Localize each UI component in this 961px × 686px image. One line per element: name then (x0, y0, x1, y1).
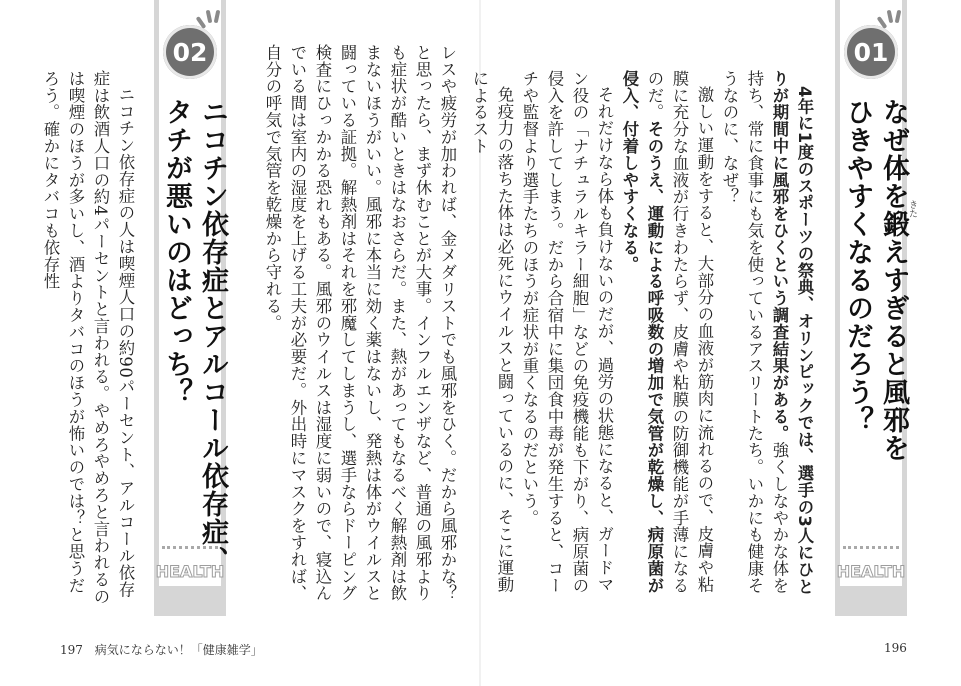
title-ruby: きた (907, 200, 917, 218)
title-line-1: なぜ体を鍛えすぎると風邪を (878, 98, 909, 462)
article-body (470, 70, 817, 610)
continued-paragraph: レスや疲労が加われば、金メダリストでも風邪をひく。だから風邪かな？と思ったら、まず休むことが大事。インフルエンザなど、普通の風邪よりも症状が酷いときはなおさらだ。また、熱があってもなるべく解熱剤は飲まないほうがいい。風邪に本当に効く薬はないし、発熱は体がウイルスと闘っている証拠。解熱剤はそれを邪魔してしまうし、選手ならドーピング検査にひっかかる恐れもある。風邪のウイルスは湿度に弱いので、寝込んでいる間は室内の湿度を上げる工夫が必要だ。外出時にマスクをすれば、自分の呼気で気管を乾燥から守れる。 (263, 44, 457, 602)
article-body (30, 70, 138, 610)
section-number-badge: 02 (163, 25, 217, 79)
continued-article-text (248, 44, 460, 604)
article-title (150, 98, 230, 598)
paragraph-1-text: 強くしなやかな体を持ち、常に食事にも気を使っているアスリートたち。いかにも健康そうなのに、なぜ？ (720, 70, 789, 594)
paragraph-2 (617, 70, 717, 610)
paragraph-1 (717, 70, 817, 610)
title-line-1: ニコチン依存症とアルコール依存症、 (197, 98, 228, 574)
page-footer (60, 641, 263, 658)
section-number-badge: 01 (844, 25, 898, 79)
book-title: 病気にならない！「健康雑学」 (94, 643, 263, 657)
paragraph-4: 免疫力の落ちた体は必死にウイルスと闘っているのに、そこに運動によるスト (470, 70, 514, 594)
health-label: HEALTH (836, 562, 906, 581)
page-number: 196 (884, 641, 907, 655)
paragraph-1-bold: 4年に1度のスポーツの祭典、オリンピックでは、選手の3人にひとりが期間中に風邪をひくという調査結果がある。 (770, 70, 814, 596)
title-line-2: タチが悪いのはどっち？ (161, 98, 192, 406)
health-label: HEALTH (155, 562, 225, 581)
paragraph-2-text: 激しい運動をすると、大部分の血液が筋肉に流れるので、皮膚や粘膜に充分な血液が行きわたらず、皮膚や粘膜の防御機能が手薄になるのだ。 (645, 70, 714, 594)
paragraph-3: それだけなら体も負けないのだが、過労の状態になると、ガードマン役の「ナチュラルキラー細胞」などの免疫機能も下がり、病原菌の侵入を許してしまう。だから合宿中に集団食中毒が発生すると、コーチや監督より選手たちのほうが症状が重くなるのだという。 (520, 70, 614, 594)
right-page (470, 0, 961, 686)
page-footer (884, 641, 907, 655)
article-paragraph: ニコチン依存症の人は喫煙人口の約90パーセント、アルコール依存症は飲酒人口の約4パーセントと言われる。やめろやめろと言われるのは喫煙のほうが多いし、酒よりタバコのほうが怖いのでは？と思うだろう。確かにタバコも依存性 (41, 70, 135, 605)
title-line-2: ひきやすくなるのだろう？ (842, 98, 873, 434)
article-title (831, 98, 911, 598)
paragraph-2-bold: そのうえ、運動による呼吸数の増加で気管が乾燥し、病原菌が侵入、付着しやすくなる。 (620, 70, 664, 594)
left-page (0, 0, 480, 686)
page-number: 197 (60, 643, 83, 657)
